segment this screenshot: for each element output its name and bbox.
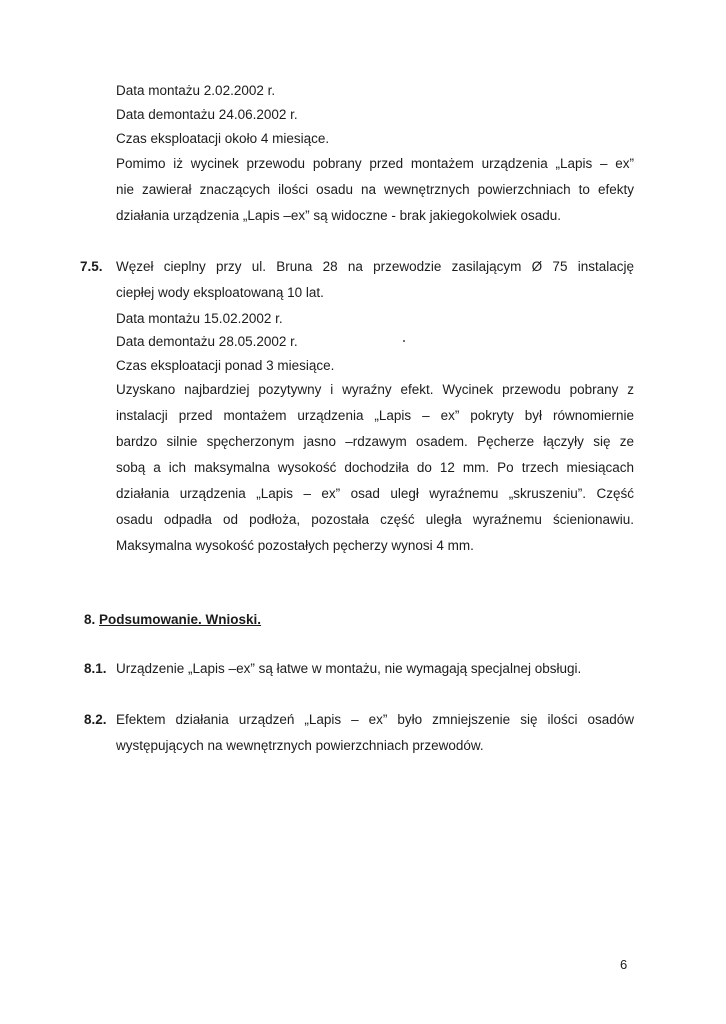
section-heading-number: 8. — [84, 612, 96, 627]
paragraph-line: sobą a ich maksymalna wysokość dochodziła do 12 mm. Po trzech miesiącach — [116, 460, 634, 475]
paragraph-line: nie zawierał znaczących ilości osadu na wewnętrznych powierzchniach to efekty — [116, 182, 634, 197]
paragraph-line: ciepłej wody eksploatowaną 10 lat. — [116, 285, 324, 300]
paragraph-line: instalacji przed montażem urządzenia „Lapis – ex” pokryty był równomiernie — [116, 408, 634, 423]
paragraph-line: bardzo silnie spęcherzonym jasno –rdzawym osadem. Pęcherze łączyły się ze — [116, 434, 634, 449]
paragraph-line: Maksymalna wysokość pozostałych pęcherzy wynosi 4 mm. — [116, 538, 474, 553]
paragraph-line: działania urządzenia „Lapis – ex” osad uległ wyraźnemu „skruszeniu”. Część — [116, 486, 634, 501]
paragraph-line: Węzeł cieplny przy ul. Bruna 28 na przewodzie zasilającym Ø 75 instalację — [116, 259, 634, 274]
paragraph-line: Pomimo iż wycinek przewodu pobrany przed montażem urządzenia „Lapis – ex” — [116, 156, 634, 171]
paragraph-line: występujących na wewnętrznych powierzchniach przewodów. — [116, 738, 484, 753]
section-number: 8.1. — [84, 661, 107, 676]
paragraph-line: Czas eksploatacji około 4 miesiące. — [116, 131, 330, 146]
section-number: 8.2. — [84, 712, 107, 727]
paragraph-line: Czas eksploatacji ponad 3 miesiące. — [116, 358, 335, 373]
section-heading-title: Podsumowanie. Wnioski. — [99, 612, 262, 627]
paragraph-line: Data demontażu 24.06.2002 r. — [116, 107, 298, 122]
page-number: 6 — [620, 957, 628, 972]
paragraph-line: Data montażu 2.02.2002 r. — [116, 83, 276, 98]
scan-speck — [403, 340, 405, 342]
paragraph-line: Urządzenie „Lapis –ex” są łatwe w montażu, nie wymagają specjalnej obsługi. — [116, 661, 582, 676]
section-number: 7.5. — [80, 259, 103, 274]
paragraph-line: Efektem działania urządzeń „Lapis – ex” było zmniejszenie się ilości osadów — [116, 712, 634, 727]
paragraph-line: Data demontażu 28.05.2002 r. — [116, 334, 298, 349]
paragraph-line: osadu odpadła od podłoża, pozostała część uległa wyraźnemu ścienionawiu. — [116, 512, 634, 527]
paragraph-line: działania urządzenia „Lapis –ex” są widoczne - brak jakiegokolwiek osadu. — [116, 208, 561, 223]
paragraph-line: Data montażu 15.02.2002 r. — [116, 311, 283, 326]
section-heading — [84, 611, 261, 629]
paragraph-line: Uzyskano najbardziej pozytywny i wyraźny efekt. Wycinek przewodu pobrany z — [116, 382, 634, 397]
